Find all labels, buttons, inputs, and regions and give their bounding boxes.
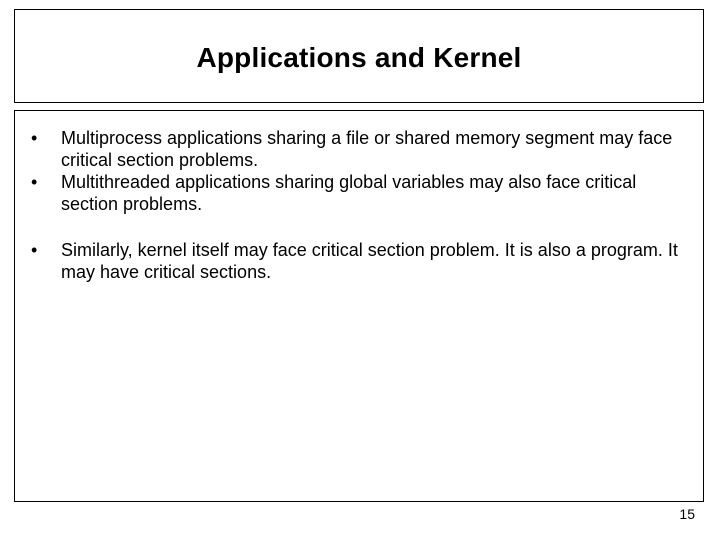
bullet-text: Multiprocess applications sharing a file or shared memory segment may face critical section problems. bbox=[61, 128, 673, 170]
bullet-item bbox=[29, 239, 689, 283]
slide-title: Applications and Kernel bbox=[196, 42, 522, 73]
bullet-text: Multithreaded applications sharing global variables may also face critical section problems. bbox=[61, 172, 637, 214]
bullet-list bbox=[29, 127, 689, 283]
bullet-text: Similarly, kernel itself may face critical section problem. It is also a program. It may have critical sections. bbox=[61, 240, 678, 282]
bullet-marker: • bbox=[31, 172, 38, 192]
page-number: 15 bbox=[679, 506, 695, 522]
bullet-marker: • bbox=[31, 240, 38, 260]
bullet-item bbox=[29, 171, 689, 215]
title-frame bbox=[14, 9, 704, 103]
bullet-marker: • bbox=[31, 128, 38, 148]
content-frame bbox=[14, 110, 704, 502]
bullet-item bbox=[29, 127, 689, 171]
